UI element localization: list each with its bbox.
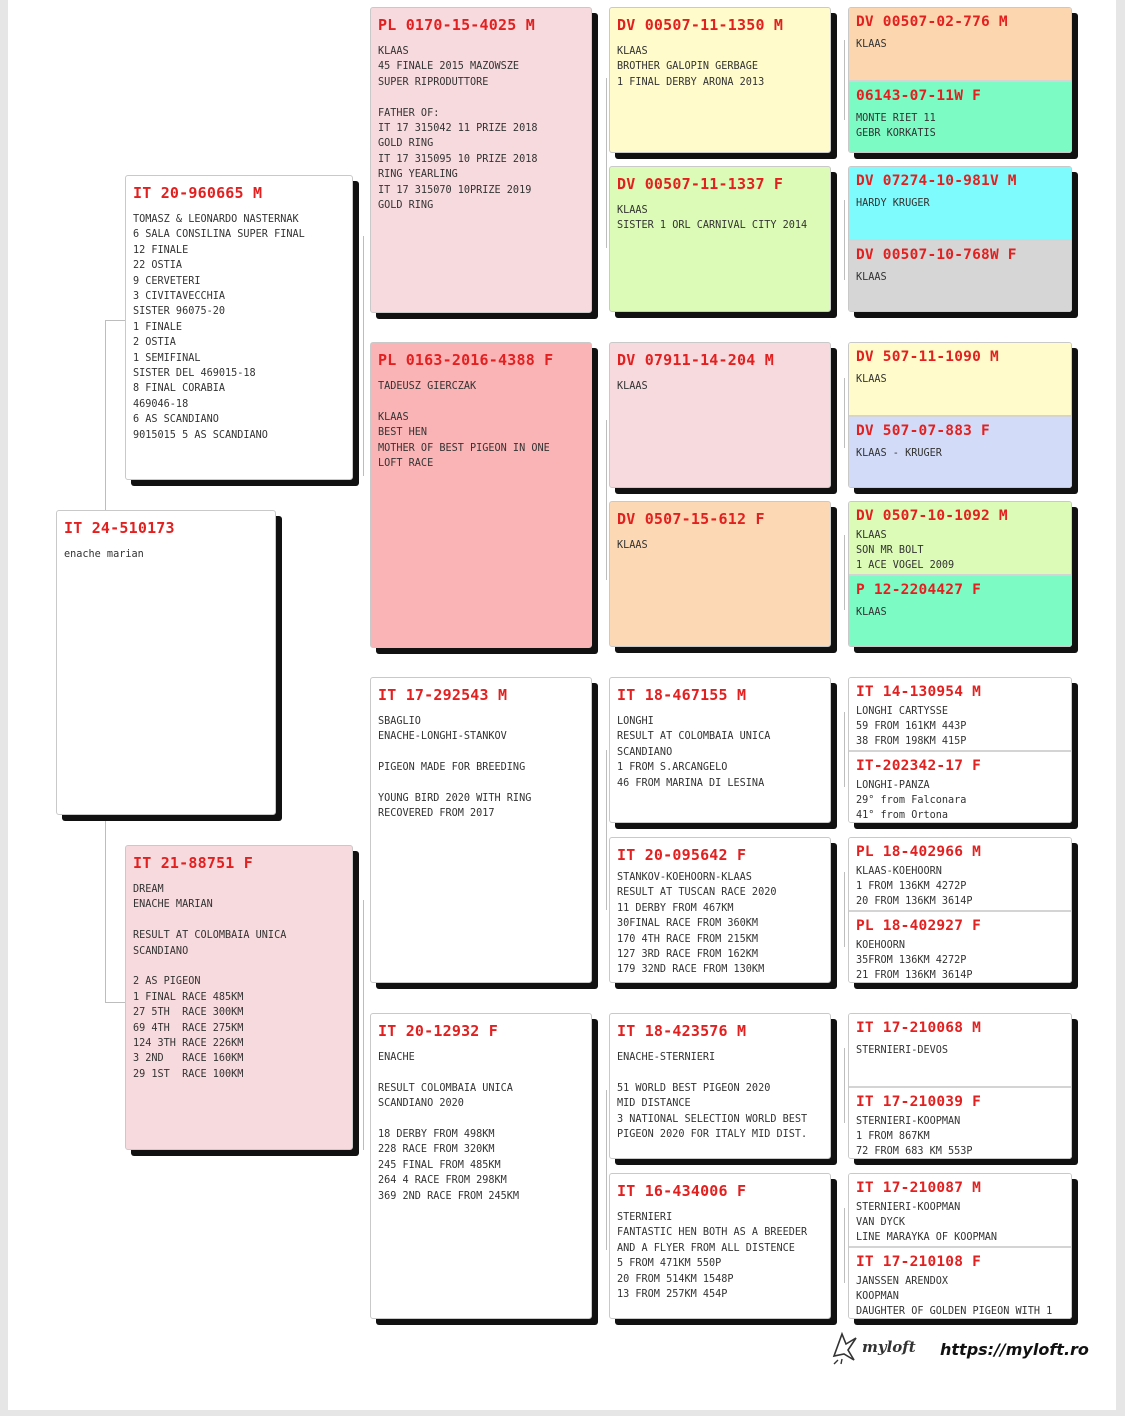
pigeon-info: KLAAS SON MR BOLT 1 ACE VOGEL 2009 <box>856 530 955 571</box>
pigeon-info: KLAAS <box>617 381 648 392</box>
ring-number: DV 00507-11-1337 F <box>617 175 784 193</box>
pigeon-card-gen3 <box>609 501 831 647</box>
website-link[interactable]: https://myloft.ro <box>940 1340 1089 1359</box>
ring-number: PL 18-402927 F <box>856 918 982 934</box>
pigeon-info: KLAAS - KRUGER <box>856 448 942 459</box>
ring-number: DV 07911-14-204 M <box>617 351 774 369</box>
ring-number: 06143-07-11W F <box>856 88 982 104</box>
pigeon-card-gen3 <box>609 342 831 488</box>
ring-number: DV 507-07-883 F <box>856 423 990 439</box>
ring-number: PL 0170-15-4025 M <box>378 16 535 34</box>
connector-line <box>606 1090 607 1250</box>
pigeon-card-gen3 <box>609 677 831 823</box>
pigeon-info: STERNIERI-KOOPMAN 1 FROM 867KM 72 FROM 683 KM 553P <box>856 1116 973 1157</box>
ring-number: DV 00507-11-1350 M <box>617 16 784 34</box>
pigeon-card-gen4 <box>849 752 1071 823</box>
ring-number: DV 07274-10-981V M <box>856 173 1017 189</box>
pigeon-info: KLAAS <box>856 272 887 283</box>
connector-line <box>363 236 364 476</box>
pigeon-info: enache marian <box>64 549 144 560</box>
pedigree-page <box>8 0 1116 1410</box>
pigeon-info: KLAAS 45 FINALE 2015 MAZOWSZE SUPER RIPRODUTTORE FATHER OF: IT 17 315042 11 PRIZE 2018 GOLD RING IT 17 315095 10 PRIZE 2018 RING YEARLING IT 17 315070 10PRIZE 2019 GOLD RING <box>378 46 538 212</box>
pigeon-info: MONTE RIET 11 GEBR KORKATIS <box>856 113 936 139</box>
pigeon-card-gen4 <box>849 1088 1071 1159</box>
connector-line <box>844 1048 845 1123</box>
pigeon-info: KLAAS <box>856 374 887 385</box>
ring-number: IT 14-130954 M <box>856 684 982 700</box>
pigeon-info: LONGHI CARTYSSE 59 FROM 161KM 443P 38 FROM 198KM 415P <box>856 706 967 747</box>
pigeon-pair-card <box>848 1013 1072 1159</box>
ring-number: P 12-2204427 F <box>856 582 982 598</box>
pigeon-info: STANKOV-KOEHOORN-KLAAS RESULT AT TUSCAN RACE 2020 11 DERBY FROM 467KM 30FINAL RACE FROM 360KM 170 4TH RACE FROM 215KM 127 3RD RACE FROM 162KM 179 32ND RACE FROM 130KM <box>617 872 777 976</box>
connector-line <box>606 750 607 910</box>
pigeon-info: KLAAS-KOEHOORN 1 FROM 136KM 4272P 20 FROM 136KM 3614P <box>856 866 973 907</box>
connector-line <box>844 535 845 610</box>
ring-number: DV 507-11-1090 M <box>856 349 999 365</box>
ring-number: IT 17-210108 F <box>856 1254 982 1270</box>
ring-number: IT 17-210068 M <box>856 1020 982 1036</box>
pigeon-info: KLAAS <box>856 39 887 50</box>
pigeon-card-gen4 <box>849 417 1071 488</box>
pigeon-card-gen4 <box>849 8 1071 81</box>
pigeon-card-gen4 <box>849 82 1071 153</box>
pigeon-info: KOEHOORN 35FROM 136KM 4272P 21 FROM 136KM 3614P <box>856 940 973 981</box>
ring-number: PL 18-402966 M <box>856 844 982 860</box>
connector-line <box>606 420 607 580</box>
pigeon-info: STERNIERI-DEVOS <box>856 1045 949 1056</box>
pigeon-info: KLAAS SISTER 1 ORL CARNIVAL CITY 2014 <box>617 205 808 232</box>
ring-number: IT 24-510173 <box>64 519 175 537</box>
pigeon-pair-card <box>848 677 1072 823</box>
ring-number: DV 0507-10-1092 M <box>856 508 1008 524</box>
ring-number: IT 18-423576 M <box>617 1022 747 1040</box>
ring-number: IT 17-210087 M <box>856 1180 982 1196</box>
connector-line <box>105 1002 125 1003</box>
connector-line <box>844 40 845 120</box>
connector-line <box>844 872 845 947</box>
pigeon-pair-card <box>848 342 1072 488</box>
ring-number: IT 18-467155 M <box>617 686 747 704</box>
pigeon-pair-card <box>848 7 1072 153</box>
pigeon-card-gen2 <box>370 7 592 313</box>
connector-line <box>105 320 125 321</box>
pigeon-card-dam <box>125 845 353 1150</box>
pigeon-info: ENACHE RESULT COLOMBAIA UNICA SCANDIANO 2020 18 DERBY FROM 498KM 228 RACE FROM 320KM 245 FINAL FROM 485KM 264 4 RACE FROM 298KM 369 2ND RACE FROM 245KM <box>378 1052 520 1202</box>
pigeon-info: TOMASZ & LEONARDO NASTERNAK 6 SALA CONSILINA SUPER FINAL 12 FINALE 22 OSTIA 9 CERVETERI 3 CIVITAVECCHIA SISTER 96075-20 1 FINALE 2 OSTIA 1 SEMIFINAL SISTER DEL 469015-18 8 FINAL CORABIA 469046-18 6 AS SCANDIANO 9015015 5 AS SCANDIANO <box>133 214 305 441</box>
pigeon-info: STERNIERI-KOOPMAN VAN DYCK LINE MARAYKA OF KOOPMAN <box>856 1202 998 1243</box>
pigeon-card-gen4 <box>849 678 1071 751</box>
pigeon-info: STERNIERI FANTASTIC HEN BOTH AS A BREEDER AND A FLYER FROM ALL DISTENCE 5 FROM 471KM 550P 20 FROM 514KM 1548P 13 FROM 257KM 454P <box>617 1212 808 1301</box>
pigeon-card-gen4 <box>849 576 1071 647</box>
pigeon-card-gen3 <box>609 7 831 153</box>
pigeon-card-gen3 <box>609 1013 831 1159</box>
ring-number: DV 00507-02-776 M <box>856 14 1008 30</box>
pigeon-card-sire <box>125 175 353 480</box>
myloft-logo <box>828 1326 948 1366</box>
pigeon-pair-card <box>848 1173 1072 1319</box>
pigeon-card-gen4 <box>849 912 1071 983</box>
connector-line <box>844 712 845 787</box>
pigeon-card-gen4 <box>849 838 1071 911</box>
ring-number: IT 20-12932 F <box>378 1022 498 1040</box>
ring-number: IT 17-292543 M <box>378 686 508 704</box>
ring-number: IT 20-960665 M <box>133 184 263 202</box>
pigeon-card-gen2 <box>370 1013 592 1319</box>
logo-text: myloft <box>862 1338 916 1356</box>
ring-number: IT 16-434006 F <box>617 1182 747 1200</box>
connector-line <box>363 900 364 1150</box>
pigeon-pair-card <box>848 166 1072 312</box>
pigeon-card-gen4 <box>849 1174 1071 1247</box>
pigeon-info: LONGHI RESULT AT COLOMBAIA UNICA SCANDIANO 1 FROM S.ARCANGELO 46 FROM MARINA DI LESINA <box>617 716 771 789</box>
pigeon-card-subject <box>56 510 276 815</box>
ring-number: DV 0507-15-612 F <box>617 510 765 528</box>
pigeon-info: ENACHE-STERNIERI 51 WORLD BEST PIGEON 2020 MID DISTANCE 3 NATIONAL SELECTION WORLD BEST PIGEON 2020 FOR ITALY MID DIST. <box>617 1052 808 1141</box>
pigeon-card-gen2 <box>370 342 592 648</box>
pigeon-logo-icon <box>828 1326 948 1366</box>
connector-line <box>844 200 845 280</box>
pigeon-card-gen4 <box>849 241 1071 312</box>
pigeon-info: KLAAS <box>856 607 887 618</box>
pigeon-info: JANSSEN ARENDOX KOOPMAN DAUGHTER OF GOLDEN PIGEON WITH 1 <box>856 1276 1053 1317</box>
pigeon-info: KLAAS <box>617 540 648 551</box>
connector-line <box>844 1208 845 1283</box>
pigeon-pair-card <box>848 501 1072 647</box>
pigeon-card-gen3 <box>609 166 831 312</box>
pigeon-card-gen4 <box>849 1014 1071 1087</box>
pigeon-info: SBAGLIO ENACHE-LONGHI-STANKOV PIGEON MADE FOR BREEDING YOUNG BIRD 2020 WITH RING RECOVERED FROM 2017 <box>378 716 532 820</box>
pigeon-info: HARDY KRUGER <box>856 198 930 209</box>
ring-number: IT 21-88751 F <box>133 854 253 872</box>
pigeon-pair-card <box>848 837 1072 983</box>
pigeon-card-gen2 <box>370 677 592 983</box>
pigeon-info: LONGHI-PANZA 29° from Falconara 41° from Ortona <box>856 780 967 821</box>
ring-number: IT 17-210039 F <box>856 1094 982 1110</box>
pigeon-card-gen4 <box>849 1248 1071 1319</box>
pigeon-card-gen3 <box>609 837 831 983</box>
pigeon-card-gen4 <box>849 343 1071 416</box>
connector-line <box>606 78 607 248</box>
ring-number: DV 00507-10-768W F <box>856 247 1017 263</box>
pigeon-info: DREAM ENACHE MARIAN RESULT AT COLOMBAIA UNICA SCANDIANO 2 AS PIGEON 1 FINAL RACE 485KM 27 5TH RACE 300KM 69 4TH RACE 275KM 124 3TH RACE 226KM 3 2ND RACE 160KM 29 1ST RACE 100KM <box>133 884 287 1080</box>
pigeon-card-gen4 <box>849 502 1071 575</box>
pigeon-card-gen4 <box>849 167 1071 240</box>
ring-number: PL 0163-2016-4388 F <box>378 351 554 369</box>
pigeon-info: KLAAS BROTHER GALOPIN GERBAGE 1 FINAL DERBY ARONA 2013 <box>617 46 765 88</box>
pigeon-info: TADEUSZ GIERCZAK KLAAS BEST HEN MOTHER OF BEST PIGEON IN ONE LOFT RACE <box>378 381 550 470</box>
ring-number: IT-202342-17 F <box>856 758 982 774</box>
ring-number: IT 20-095642 F <box>617 846 747 864</box>
pigeon-card-gen3 <box>609 1173 831 1319</box>
connector-line <box>844 378 845 448</box>
